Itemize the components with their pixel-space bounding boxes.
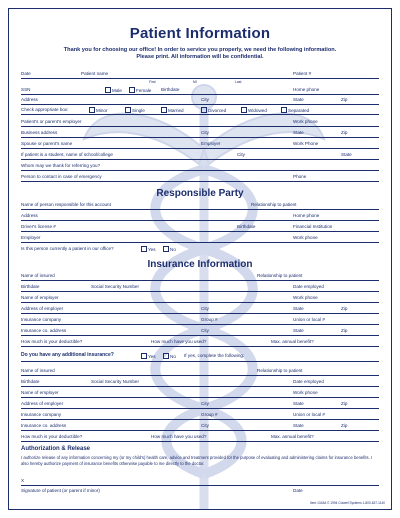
ins-state-label-2: State	[293, 401, 304, 406]
row-name-employer-2	[21, 390, 379, 397]
referred-line[interactable]	[21, 170, 379, 171]
deductible-label: How much is your deductible?	[21, 339, 83, 344]
additional-divider	[21, 361, 379, 362]
ins-company-label: Insurance company	[21, 317, 62, 322]
marital-line	[21, 114, 379, 115]
max-benefit-label: Max. annual benefit?	[271, 339, 314, 344]
date-name-line[interactable]	[21, 78, 379, 79]
minor-checkbox[interactable]	[89, 107, 95, 113]
row-insured-birthdate-2	[21, 379, 379, 386]
date-label: Date	[21, 71, 31, 76]
name-employer-label-2: Name of employer	[21, 390, 59, 395]
widowed-label: Widowed	[248, 108, 267, 113]
parent-employer-label: Patient's or parent's employer	[21, 119, 82, 124]
widowed-checkbox[interactable]	[241, 107, 247, 113]
business-address-line[interactable]	[21, 137, 379, 138]
union-label-2: Union or local #	[293, 412, 325, 417]
divorced-checkbox[interactable]	[201, 107, 207, 113]
female-option[interactable]	[129, 87, 151, 93]
ins-company-label-2: Insurance company	[21, 412, 62, 417]
row-referred	[21, 163, 379, 170]
male-label: Male	[112, 88, 122, 93]
signature-line[interactable]	[21, 485, 379, 486]
additional-no-checkbox[interactable]	[163, 353, 169, 359]
name-employer-line-2[interactable]	[21, 397, 379, 398]
resp-address-label: Address	[21, 213, 38, 218]
ins-city-label-2: City	[201, 401, 209, 406]
insured-birthdate-line-2[interactable]	[21, 386, 379, 387]
insured-ssn-label: Social Security Number	[91, 284, 139, 289]
married-label: Married	[168, 108, 184, 113]
insurance-information-heading: Insurance Information	[147, 259, 253, 270]
if-yes-label: If yes, complete the following:	[184, 353, 245, 358]
currently-yes-checkbox[interactable]	[141, 246, 147, 252]
ssn-label: SSN	[21, 87, 31, 92]
female-label: Female	[136, 88, 152, 93]
home-phone-label: Home phone	[293, 87, 320, 92]
ins-address-state-label: State	[293, 328, 304, 333]
date-employed-label: Date employed	[293, 284, 324, 289]
currently-no-option[interactable]	[163, 246, 176, 252]
row-signature-labels	[21, 488, 379, 495]
form-footer: Item 1343A © 1994 Colwell Systems 1-800-637-1140	[310, 501, 385, 505]
row-ins-address-2	[21, 423, 379, 430]
male-checkbox[interactable]	[105, 87, 111, 93]
patient-information-form	[8, 8, 392, 510]
resp-employer-line[interactable]	[21, 242, 379, 243]
row-date-name	[21, 71, 379, 78]
minor-label: Minor	[96, 108, 108, 113]
row-resp-employer	[21, 235, 379, 242]
patient-name-label: Patient name	[81, 71, 109, 76]
state-label: State	[293, 97, 304, 102]
row-insured-2	[21, 368, 379, 375]
insured-birthdate-label-2: Birthdate	[21, 379, 40, 384]
female-checkbox[interactable]	[129, 87, 135, 93]
insured-birthdate-line[interactable]	[21, 291, 379, 292]
row-signature-x	[21, 478, 379, 485]
married-option[interactable]	[161, 107, 184, 113]
student-state-label: State	[341, 152, 352, 157]
ins-address-state-label-2: State	[293, 423, 304, 428]
separated-option[interactable]	[281, 107, 309, 113]
insured-line-2[interactable]	[21, 375, 379, 376]
row-insured-birthdate	[21, 284, 379, 291]
single-label: Single	[132, 108, 145, 113]
row-ssn	[21, 87, 379, 94]
row-name-employer	[21, 295, 379, 302]
additional-yes-option[interactable]	[141, 353, 156, 359]
spouse-employer-label: Employer	[201, 141, 221, 146]
separated-checkbox[interactable]	[281, 107, 287, 113]
student-label: If patient is a student, name of school/college	[21, 152, 113, 157]
additional-yes-checkbox[interactable]	[141, 353, 147, 359]
row-emergency	[21, 174, 379, 181]
currently-yes-label: Yes	[148, 247, 156, 252]
max-benefit-label-2: Max. annual benefit?	[271, 434, 314, 439]
mi-sublabel: MI	[193, 80, 197, 84]
ins-state-label: State	[293, 306, 304, 311]
resp-employer-label: Employer	[21, 235, 41, 240]
row-address-employer	[21, 306, 379, 313]
resp-work-phone-label: Work phone	[293, 235, 318, 240]
currently-no-label: No	[170, 247, 176, 252]
additional-yes-label: Yes	[148, 354, 156, 359]
resp-address-line[interactable]	[21, 220, 379, 221]
resp-name-label: Name of person responsible for this account	[21, 202, 111, 207]
first-sublabel: First	[149, 80, 156, 84]
signature-label: Signature of patient (or parent if minor)	[21, 488, 100, 493]
address-employer-line[interactable]	[21, 313, 379, 314]
student-line[interactable]	[21, 159, 379, 160]
row-marital-status	[21, 107, 379, 114]
work-phone-label: Work phone	[293, 119, 318, 124]
address-label: Address	[21, 97, 38, 102]
responsible-party-heading: Responsible Party	[156, 188, 244, 199]
ins-address-zip-label: Zip	[341, 328, 348, 333]
currently-yes-option[interactable]	[141, 246, 156, 252]
row-currently-patient	[21, 246, 379, 253]
ins-address-zip-label-2: Zip	[341, 423, 348, 428]
row-address-employer-2	[21, 401, 379, 408]
row-ins-address	[21, 328, 379, 335]
row-ins-company	[21, 317, 379, 324]
insured-relationship-label: Relationship to patient	[257, 273, 303, 278]
address-line[interactable]	[21, 104, 379, 105]
row-additional-options	[21, 353, 379, 360]
currently-no-checkbox[interactable]	[163, 246, 169, 252]
single-checkbox[interactable]	[125, 107, 131, 113]
row-parent-employer	[21, 119, 379, 126]
row-business-address	[21, 130, 379, 137]
insured-name-label-2: Name of insured	[21, 368, 55, 373]
patient-number-label: Patient #	[293, 71, 312, 76]
used-label-2: How much have you used?	[151, 434, 207, 439]
ins-zip-label-2: Zip	[341, 401, 348, 406]
insured-line[interactable]	[21, 280, 379, 281]
emergency-label: Person to contact in case of emergency	[21, 174, 102, 179]
row-deductible	[21, 339, 379, 346]
ins-address-line[interactable]	[21, 335, 379, 336]
business-state-label: State	[293, 130, 304, 135]
business-city-label: City	[201, 130, 209, 135]
last-sublabel: Last	[235, 80, 242, 84]
deductible-line-2[interactable]	[21, 441, 379, 442]
insured-relationship-label-2: Relationship to patient	[257, 368, 303, 373]
date-employed-label-2: Date employed	[293, 379, 324, 384]
resp-home-phone-label: Home phone	[293, 213, 320, 218]
address-employer-line-2[interactable]	[21, 408, 379, 409]
group-number-label-2: Group #	[201, 412, 218, 417]
row-student	[21, 152, 379, 159]
divorced-label: Divorced	[208, 108, 227, 113]
license-line[interactable]	[21, 231, 379, 232]
signature-date-label: Date	[293, 488, 303, 493]
license-label: Driver's license #	[21, 224, 56, 229]
minor-option[interactable]	[89, 107, 108, 113]
spouse-line[interactable]	[21, 148, 379, 149]
name-employer-line[interactable]	[21, 302, 379, 303]
ins-work-phone-label-2: Work phone	[293, 390, 318, 395]
deductible-label-2: How much is your deductible?	[21, 434, 83, 439]
address-employer-label-2: Address of employer	[21, 401, 64, 406]
emergency-line[interactable]	[21, 181, 379, 182]
ins-work-phone-label: Work phone	[293, 295, 318, 300]
ins-address-label-2: Insurance co. address	[21, 423, 67, 428]
insured-ssn-label-2: Social Security Number	[91, 379, 139, 384]
city-label: City	[201, 97, 209, 102]
used-label: How much have you used?	[151, 339, 207, 344]
student-city-label: City	[237, 152, 245, 157]
row-resp-address	[21, 213, 379, 220]
union-label: Union or local #	[293, 317, 325, 322]
spouse-work-phone-label: Work Phone	[293, 141, 319, 146]
row-address	[21, 97, 379, 104]
ssn-line[interactable]	[21, 94, 379, 95]
referred-label: Whom may we thank for referring you?	[21, 163, 101, 168]
parent-employer-line[interactable]	[21, 126, 379, 127]
married-checkbox[interactable]	[161, 107, 167, 113]
signature-x-mark: X	[21, 478, 25, 483]
currently-patient-label: Is this person currently a patient in our office?	[21, 246, 114, 251]
insured-name-label: Name of insured	[21, 273, 55, 278]
row-spouse	[21, 141, 379, 148]
ins-address-label: Insurance co. address	[21, 328, 67, 333]
check-box-label: Check appropriate box:	[21, 107, 69, 112]
authorization-heading: Authorization & Release	[21, 446, 91, 452]
name-employer-label: Name of employer	[21, 295, 59, 300]
additional-insurance-label: Do you have any additional insurance?	[21, 352, 114, 358]
ins-zip-label: Zip	[341, 306, 348, 311]
single-option[interactable]	[125, 107, 145, 113]
separated-label: Separated	[288, 108, 310, 113]
insured-birthdate-label: Birthdate	[21, 284, 40, 289]
ins-address-line-2[interactable]	[21, 430, 379, 431]
ins-company-line-2[interactable]	[21, 419, 379, 420]
address-employer-label: Address of employer	[21, 306, 64, 311]
business-address-label: Business address	[21, 130, 58, 135]
intro-line-1: Thank you for choosing our office! In order to service you properly, we need the following information.	[63, 47, 337, 53]
business-zip-label: Zip	[341, 130, 348, 135]
group-number-label: Group #	[201, 317, 218, 322]
resp-name-line[interactable]	[21, 209, 379, 210]
additional-no-label: No	[170, 354, 176, 359]
resp-birthdate-label: Birthdate	[237, 224, 256, 229]
ins-address-city-label-2: City	[201, 423, 209, 428]
zip-label: Zip	[341, 97, 348, 102]
emergency-phone-label: Phone	[293, 174, 307, 179]
row-insured	[21, 273, 379, 280]
row-ins-company-2	[21, 412, 379, 419]
row-license	[21, 224, 379, 231]
row-deductible-2	[21, 434, 379, 441]
birthdate-label: Birthdate	[161, 87, 180, 92]
intro-line-2: Please print. All information will be confidential.	[136, 54, 264, 60]
resp-relationship-label: Relationship to patient	[251, 202, 297, 207]
ins-city-label: City	[201, 306, 209, 311]
male-option[interactable]	[105, 87, 122, 93]
ins-company-line[interactable]	[21, 324, 379, 325]
deductible-line[interactable]	[21, 346, 379, 347]
form-title: Patient Information	[129, 25, 271, 42]
financial-institution-label: Financial Institution	[293, 224, 333, 229]
authorization-text: I authorize release of any information concerning my (or my child's) health care, advice and treatment provided for the purpose of evaluating and administering claims for insurance benefits. I also hereby authorize payment of insurance benefits otherwise payable to me directly to the doctor.	[21, 455, 373, 466]
additional-no-option[interactable]	[163, 353, 176, 359]
ins-address-city-label: City	[201, 328, 209, 333]
spouse-name-label: Spouse or parent's name	[21, 141, 73, 146]
widowed-option[interactable]	[241, 107, 267, 113]
row-resp-name	[21, 202, 379, 209]
divorced-option[interactable]	[201, 107, 226, 113]
